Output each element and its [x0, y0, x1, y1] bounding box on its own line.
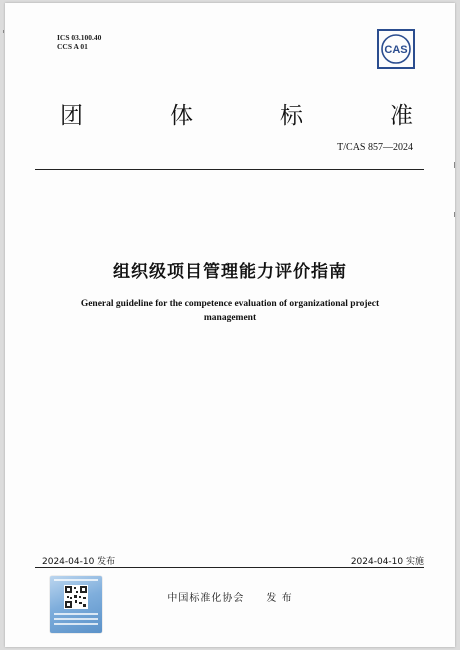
- issue-date: 2024-04-10 发布: [42, 557, 116, 567]
- category-char-3: 标: [280, 103, 303, 129]
- title-en-line-2: management: [203, 313, 257, 323]
- scan-mark: [454, 162, 455, 168]
- sticker-text-line: [54, 618, 98, 620]
- standard-cover-page: [5, 3, 455, 647]
- document-title-en: [45, 297, 415, 325]
- sticker-text-line: [54, 613, 98, 615]
- bottom-divider: [35, 567, 424, 568]
- document-title-cn: 组织级项目管理能力评价指南: [113, 262, 347, 282]
- effective-date: 2024-04-10 实施: [350, 557, 424, 567]
- title-en-line-1: General guideline for the competence evaluation of organizational project: [80, 299, 380, 309]
- category-char-2: 体: [170, 103, 193, 129]
- publisher-verb: 发 布: [266, 593, 293, 604]
- classification-codes: [57, 33, 101, 51]
- cas-logo: [377, 29, 415, 69]
- ccs-code: CCS A 01: [57, 42, 88, 51]
- scan-mark: [3, 30, 4, 33]
- scan-mark: [454, 212, 455, 217]
- anti-counterfeit-sticker: [50, 576, 102, 633]
- publisher-name: 中国标准化协会: [167, 593, 245, 604]
- sticker-text-line: [54, 623, 98, 625]
- cas-logo-text: CAS: [384, 44, 408, 56]
- sticker-stripe: [54, 579, 98, 581]
- standard-category: [60, 97, 413, 130]
- category-char-4: 准: [390, 103, 413, 129]
- ics-code: ICS 03.100.40: [57, 33, 102, 42]
- standard-number: T/CAS 857—2024: [337, 142, 413, 153]
- top-divider: [35, 169, 424, 170]
- category-char-1: 团: [60, 103, 83, 129]
- publisher-line: [5, 589, 455, 604]
